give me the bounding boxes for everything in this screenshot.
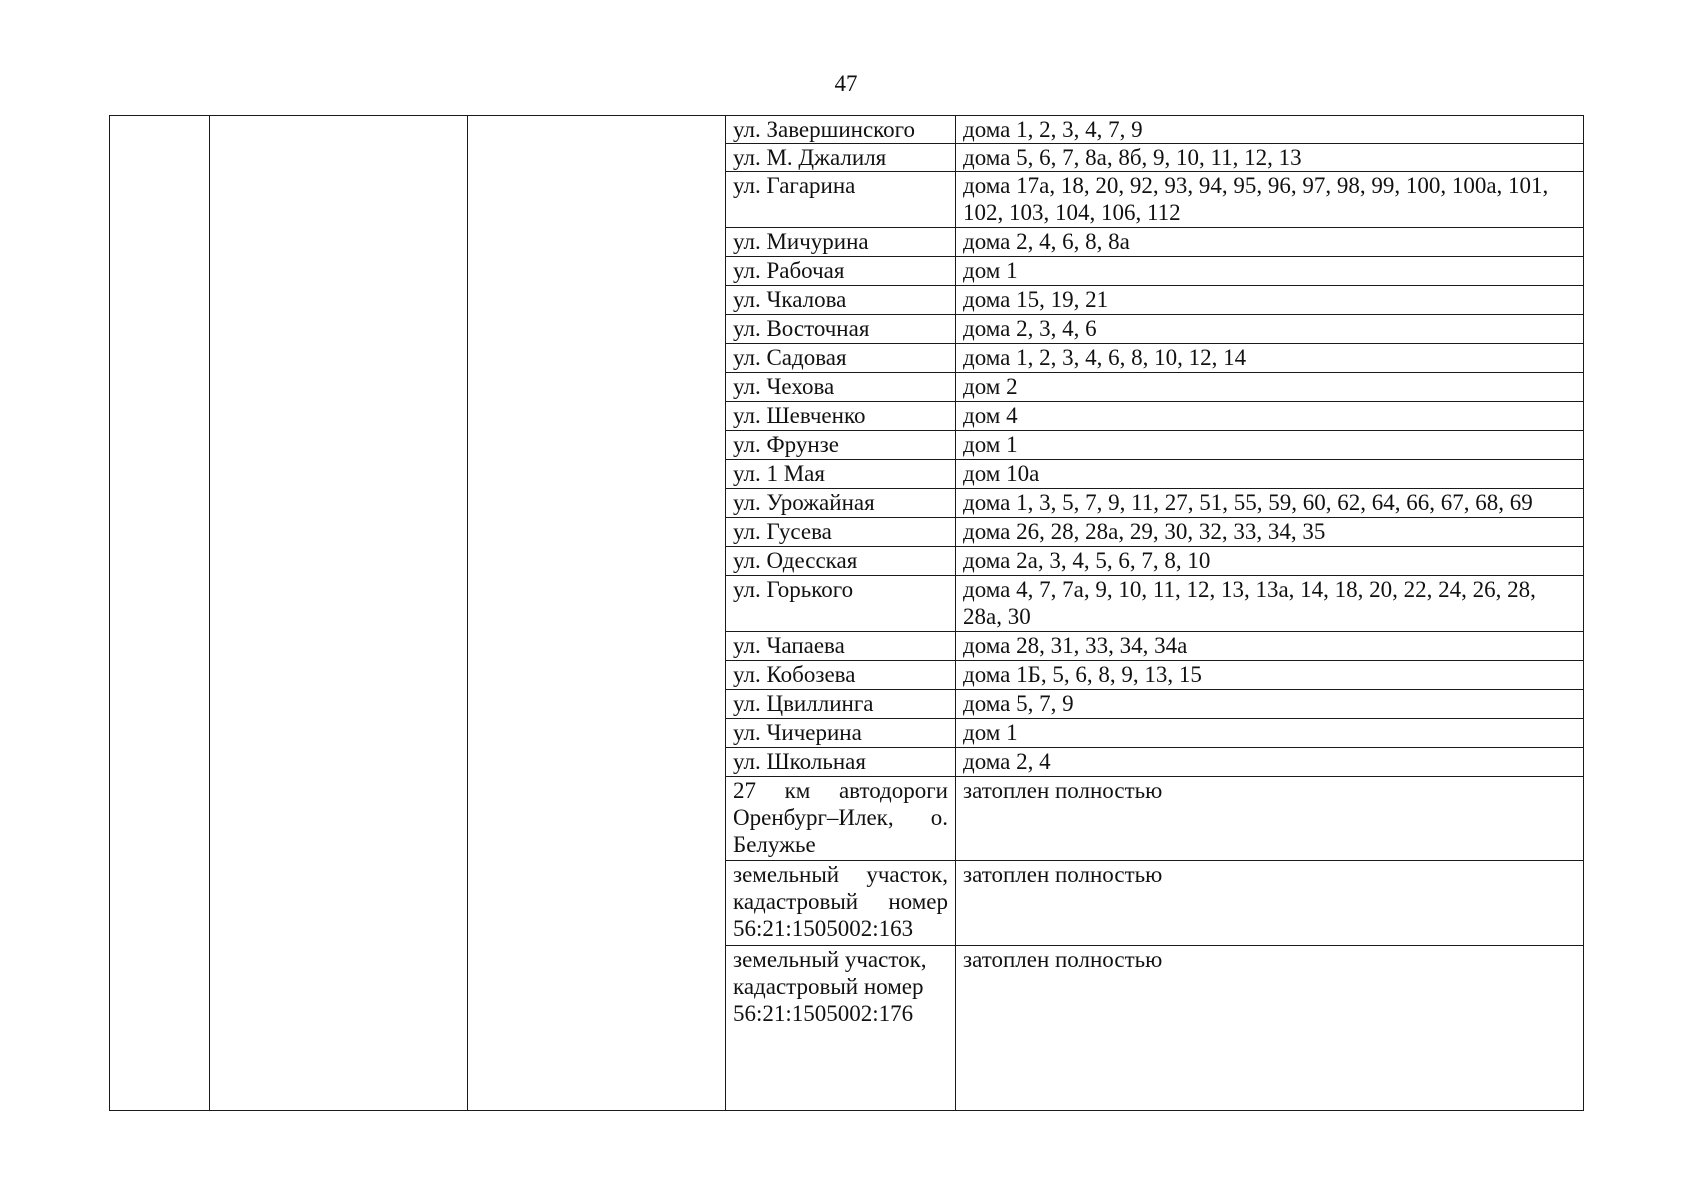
houses-cell: дома 28, 31, 33, 34, 34а [956,632,1584,661]
houses-cell: дома 1, 2, 3, 4, 6, 8, 10, 12, 14 [956,344,1584,373]
street-cell: ул. Школьная [726,748,956,777]
table-row [110,116,1584,144]
street-cell: ул. Садовая [726,344,956,373]
houses-cell: дом 1 [956,257,1584,286]
empty-column-municipality [210,116,468,1111]
street-cell: ул. М. Джалиля [726,144,956,172]
street-cell: ул. Кобозева [726,661,956,690]
street-cell: ул. Горького [726,576,956,632]
street-cell: ул. Одесская [726,547,956,576]
street-cell: земельный участок, кадастровый номер 56:21:1505002:163 [726,861,956,945]
street-cell: ул. Гусева [726,518,956,547]
street-cell: ул. Мичурина [726,228,956,257]
houses-cell: дома 5, 7, 9 [956,690,1584,719]
street-cell: ул. Чичерина [726,719,956,748]
street-cell: ул. Чехова [726,373,956,402]
houses-cell: дом 1 [956,431,1584,460]
houses-cell: дома 2, 4, 6, 8, 8а [956,228,1584,257]
houses-cell: дома 2а, 3, 4, 5, 6, 7, 8, 10 [956,547,1584,576]
street-cell: ул. Восточная [726,315,956,344]
empty-column-settlement [468,116,726,1111]
houses-cell: дом 1 [956,719,1584,748]
street-cell: ул. Чапаева [726,632,956,661]
street-cell: ул. Цвиллинга [726,690,956,719]
houses-cell: дома 17а, 18, 20, 92, 93, 94, 95, 96, 97, 98, 99, 100, 100а, 101, 102, 103, 104, 106, 112 [956,172,1584,228]
page-number: 47 [834,71,858,96]
houses-cell: дома 4, 7, 7а, 9, 10, 11, 12, 13, 13а, 14, 18, 20, 22, 24, 26, 28, 28а, 30 [956,576,1584,632]
street-cell: ул. Рабочая [726,257,956,286]
houses-cell: дома 5, 6, 7, 8а, 8б, 9, 10, 11, 12, 13 [956,144,1584,172]
street-cell: ул. Шевченко [726,402,956,431]
houses-cell: дом 4 [956,402,1584,431]
houses-cell: затоплен полностью [956,945,1584,1110]
houses-cell: дом 10а [956,460,1584,489]
houses-cell: дом 2 [956,373,1584,402]
houses-cell: дома 1, 2, 3, 4, 7, 9 [956,116,1584,144]
houses-cell: дома 2, 4 [956,748,1584,777]
houses-cell: затоплен полностью [956,777,1584,861]
houses-cell: дома 26, 28, 28а, 29, 30, 32, 33, 34, 35 [956,518,1584,547]
flood-zone-table [109,115,1584,1111]
street-cell: 27 км автодороги Оренбург–Илек, о. Белужье [726,777,956,861]
houses-cell: дома 15, 19, 21 [956,286,1584,315]
empty-column-number [110,116,210,1111]
houses-cell: дома 2, 3, 4, 6 [956,315,1584,344]
street-cell: ул. Завершинского [726,116,956,144]
street-cell: земельный участок, кадастровый номер 56:21:1505002:176 [726,945,956,1110]
street-cell: ул. Фрунзе [726,431,956,460]
houses-cell: дома 1Б, 5, 6, 8, 9, 13, 15 [956,661,1584,690]
street-cell: ул. 1 Мая [726,460,956,489]
street-cell: ул. Урожайная [726,489,956,518]
houses-cell: дома 1, 3, 5, 7, 9, 11, 27, 51, 55, 59, 60, 62, 64, 66, 67, 68, 69 [956,489,1584,518]
houses-cell: затоплен полностью [956,861,1584,945]
street-cell: ул. Гагарина [726,172,956,228]
street-cell: ул. Чкалова [726,286,956,315]
